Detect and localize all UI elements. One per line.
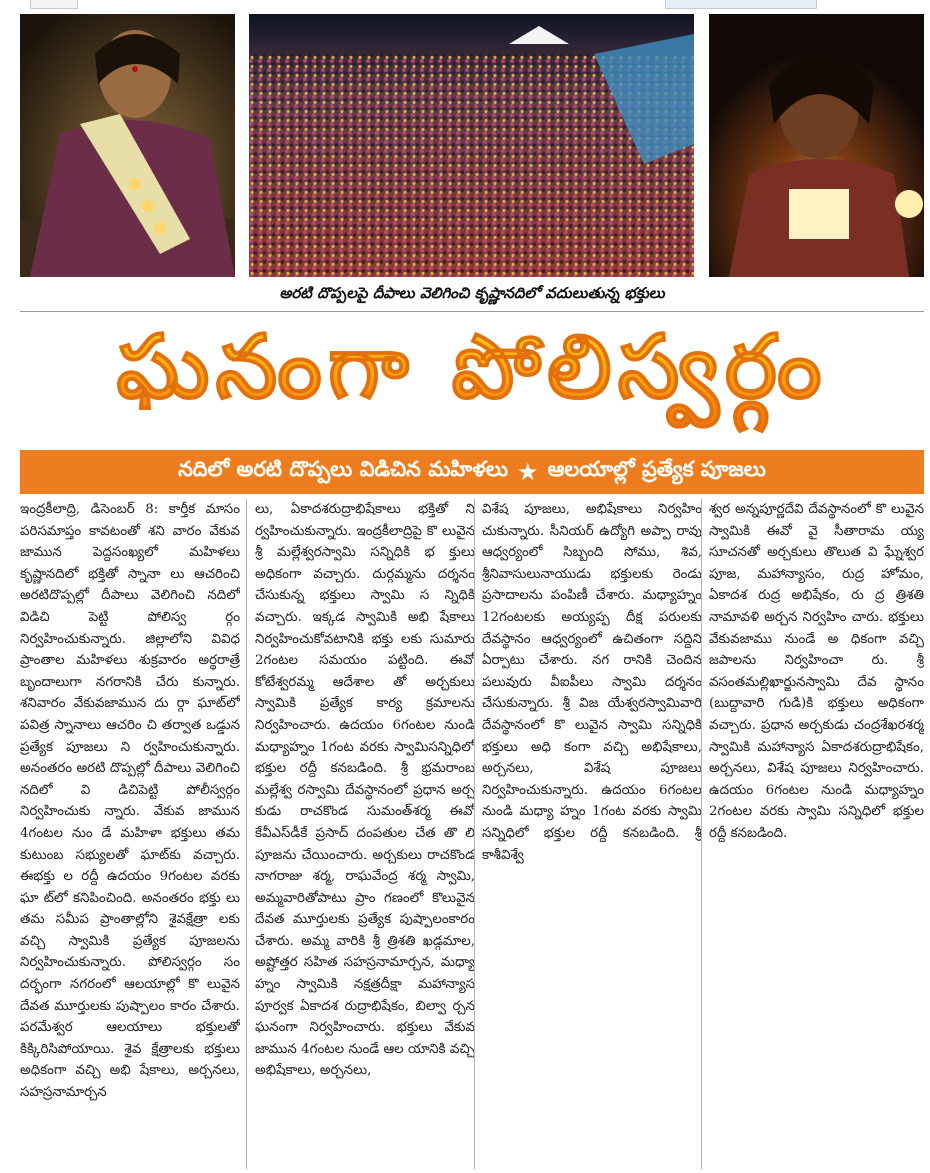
column-divider bbox=[246, 499, 247, 1169]
header-tab-right bbox=[665, 0, 817, 9]
article-column-1: ఇంద్రకీలాద్రి, డిసెంబర్ 8: కార్తీక మాసం పరిసమాప్తం కావటంతో శని వారం వేకువ జామున పెద్దసంఖ్యలో మహిళలు కృష్ణానదిలో భక్తితో స్నానా లు ఆచరించి అరటిదొప్పల్లో దీపాలు వెలిగించి నదిలో విడిచి పెట్టి పోలిస్వ ర్గం నిర్వహించుకున్నారు. జిల్లాలోని వివిధ ప్రాంతాల మహిళలు శుక్రవారం అర్థరాత్రే బృందాలుగా నగరానికి చేరు కున్నారు. శనివారం వేకువజామున దు ర్గా ఘాట్‌లో పవిత్ర స్నానాలు ఆచరిం చి తర్వాత ఒడ్డున ప్రత్యేక పూజలు ని ర్వహించుకున్నారు. అనంతరం అరటి దొప్పల్లో దీపాలు వెలిగించి నదిలో వి డిచిపెట్టి పోలీస్వర్గం నిర్వహించుకు న్నారు. వేకువ జామున 4గంటల నుం డే మహిళా భక్తులు తమ కుటుంబ సభ్యులతో ఘాట్‌కు వచ్చారు. ఈభక్తు ల రద్దీ ఉదయం 9గంటల వరకు ఘా ట్‌లో కనిపించింది. అనంతరం భక్తు లు తమ సమీప ప్రాంతాల్లోని శైవక్షేత్రా లకు వచ్చి స్వామికి ప్రత్యేక పూజలను నిర్వహించుకున్నారు. పోలిస్వర్గం సం దర్భంగా నగరంలో ఆలయాల్లో కొ లువైన దేవత మూర్తులకు పుష్పాలం కారం చేశారు. పరమేశ్వర ఆలయాలు భక్తులతో కిక్కిరిసిపోయాయి. శైవ క్షేత్రాలకు భక్తులు అధికంగా వచ్చి అభి షేకాలు, అర్చనలు, సహస్రనామార్చన bbox=[20, 502, 240, 1101]
header-tab-left bbox=[30, 0, 78, 9]
article-column-4: శ్వర అన్నపూర్ణదేవి దేవస్థానంలో కొ లువైన స్వామికి ఈవో వై సీతారామ య్య సూచనతో అర్చకులు తొలుత వి ఘ్నేశ్వర పూజ, మహాన్యాసం, రుద్ర హోమం, ఏకాదశ రుద్ర అభిషేకం, రు ద్ర త్రిశతి నామావళి అర్చన నిర్వహిం చారు. భక్తులు వేకువజాము నుండే అ ధికంగా వచ్చి జపాలను నిర్వహించా రు. శ్రీ వసంతమల్లిఖార్జునస్వామి దేవ స్థానం (బుద్దావారి గుడి)కి భక్తులు అధికంగా వచ్చారు. ప్రధాన అర్చకుడు చంద్రశేఖరశర్మ స్వామికి మహాన్యాస ఏకాదశరుద్రాభిషేకం, అర్చనలు, విశేష పూజలు నిర్వహించారు. ఉదయం 6గంటల నుండి మధ్యాహ్నం 2గంటల వరకు స్వామి సన్నిధిలో భక్తుల రద్దీ కనబడింది. bbox=[709, 502, 924, 841]
subheadline-left: నదిలో అరటి దొప్పలు విడిచిన మహిళలు bbox=[178, 457, 509, 481]
star-icon: ★ bbox=[517, 458, 539, 486]
subheadline-banner bbox=[20, 450, 924, 494]
photo-woman-lighting-lamps bbox=[20, 14, 235, 277]
article-column-3: విశేష పూజలు, అభిషేకాలు నిర్వహిం చుకున్నారు. సీనియర్ ఉద్యోగి అప్పా రావు ఆధ్వర్యంలో సిబ్బంది సోము, శివ, శ్రీనివాసులునాయుడు భక్తులకు రెండు ప్రసాదాలను పంపిణీ చేశారు. మధ్యాహ్నం 12గంటలకు అయ్యప్ప దీక్ష పరులకు దేవస్థానం ఆధ్వర్యంలో ఉచితంగా సద్దిని ఏర్పాటు చేశారు. నగ రానికి చెందిన పలువురు వీఐపీలు స్వామి దర్శనం చేసుకున్నారు. శ్రీ విజ యేశ్వరస్వామివారి దేవస్థానంలో కొ లువైన స్వామి సన్నిధికి భక్తులు అధి కంగా వచ్చి అభిషేకాలు, అర్చనలు, విశేష పూజలు నిర్వహించుకున్నారు. ఉదయం 6గంటల నుండి మధ్యా హ్నం 1గంట వరకు స్వామి సన్నిధిలో భక్తుల రద్దీ కనబడింది. శ్రీ కాశీవిశ్వే bbox=[482, 502, 702, 863]
photo-woman-with-lamp bbox=[709, 14, 924, 277]
article-column-2: లు, ఏకాదశరుద్రాభిషేకాలు భక్తితో ని ర్వహించుకున్నారు. ఇంద్రకీలాద్రిపై కొ లువైన శ్రీ మల్లేశ్వరస్వామి సన్నిధికి భ క్తులు అధికంగా వచ్చారు. దుర్గమ్మను దర్శనం చేసుకున్న భక్తులు స్వామి స న్నిధికి వచ్చారు. ఇక్కడ స్వామికి అభి షేకాలు నిర్వహించుకోవటానికి భక్తు లకు సుమారు 2గంటల సమయం పట్టింది. ఈవో కోటేశ్వరమ్మ ఆదేశాల తో అర్చకులు స్వామికి ప్రత్యేక కార్య క్రమాలను నిర్వహించారు. ఉదయం 6గంటల నుండి మధ్యాహ్నం 1గంట వరకు స్వామిసన్నిధిలో భక్తుల రద్దీ కనబడింది. శ్రీ భ్రమరాంబ మల్లేశ్వ రస్వామి దేవస్థానంలో ప్రధాన అర్చ కుడు రాచకొండ సుమంత్‌శర్మ ఈవో కేవీఎస్‌డీకే ప్రసాద్ దంపతుల చేత తొ లి పూజను చేయించారు. అర్చకులు రాచకొండ నాగరాజు శర్మ, రాఘవేంద్ర శర్మ స్వామి, అమ్మవారితోపాటు ప్రాం గణంలో కొలువైన దేవత మూర్తులకు ప్రత్యేక పుష్పాలంకారం చేశారు. అమ్మ వారికి శ్రీ త్రిశతి ఖడ్గమాల, అష్టోత్తర సహిత సహస్రనామార్చన, మధ్యా హ్నం స్వామికి నక్షత్రదీక్షా మహాన్యాస పూర్వక ఏకాదశ రుద్రాభిషేకం, బిల్వా ర్చన ఘనంగా నిర్వహించారు. భక్తులు వేకువ జామున 4గంటల నుండే ఆల యానికి వచ్చి అభిషేకాలు, అర్చనలు, bbox=[255, 502, 475, 1079]
subheadline-right: ఆలయాల్లో ప్రత్యేక పూజలు bbox=[547, 457, 766, 481]
photo-devotee-crowd bbox=[249, 14, 694, 277]
headline: ఘనంగా పోలిస్వర్గం bbox=[20, 318, 924, 436]
photo-caption: అరటి దొప్పలపై దీపాలు వెలిగించి కృష్ణానదిలో వదులుతున్న భక్తులు bbox=[279, 284, 665, 302]
column-divider bbox=[701, 499, 702, 1169]
page-top-strip bbox=[0, 0, 930, 10]
column-divider bbox=[474, 499, 475, 1169]
divider bbox=[20, 311, 924, 312]
